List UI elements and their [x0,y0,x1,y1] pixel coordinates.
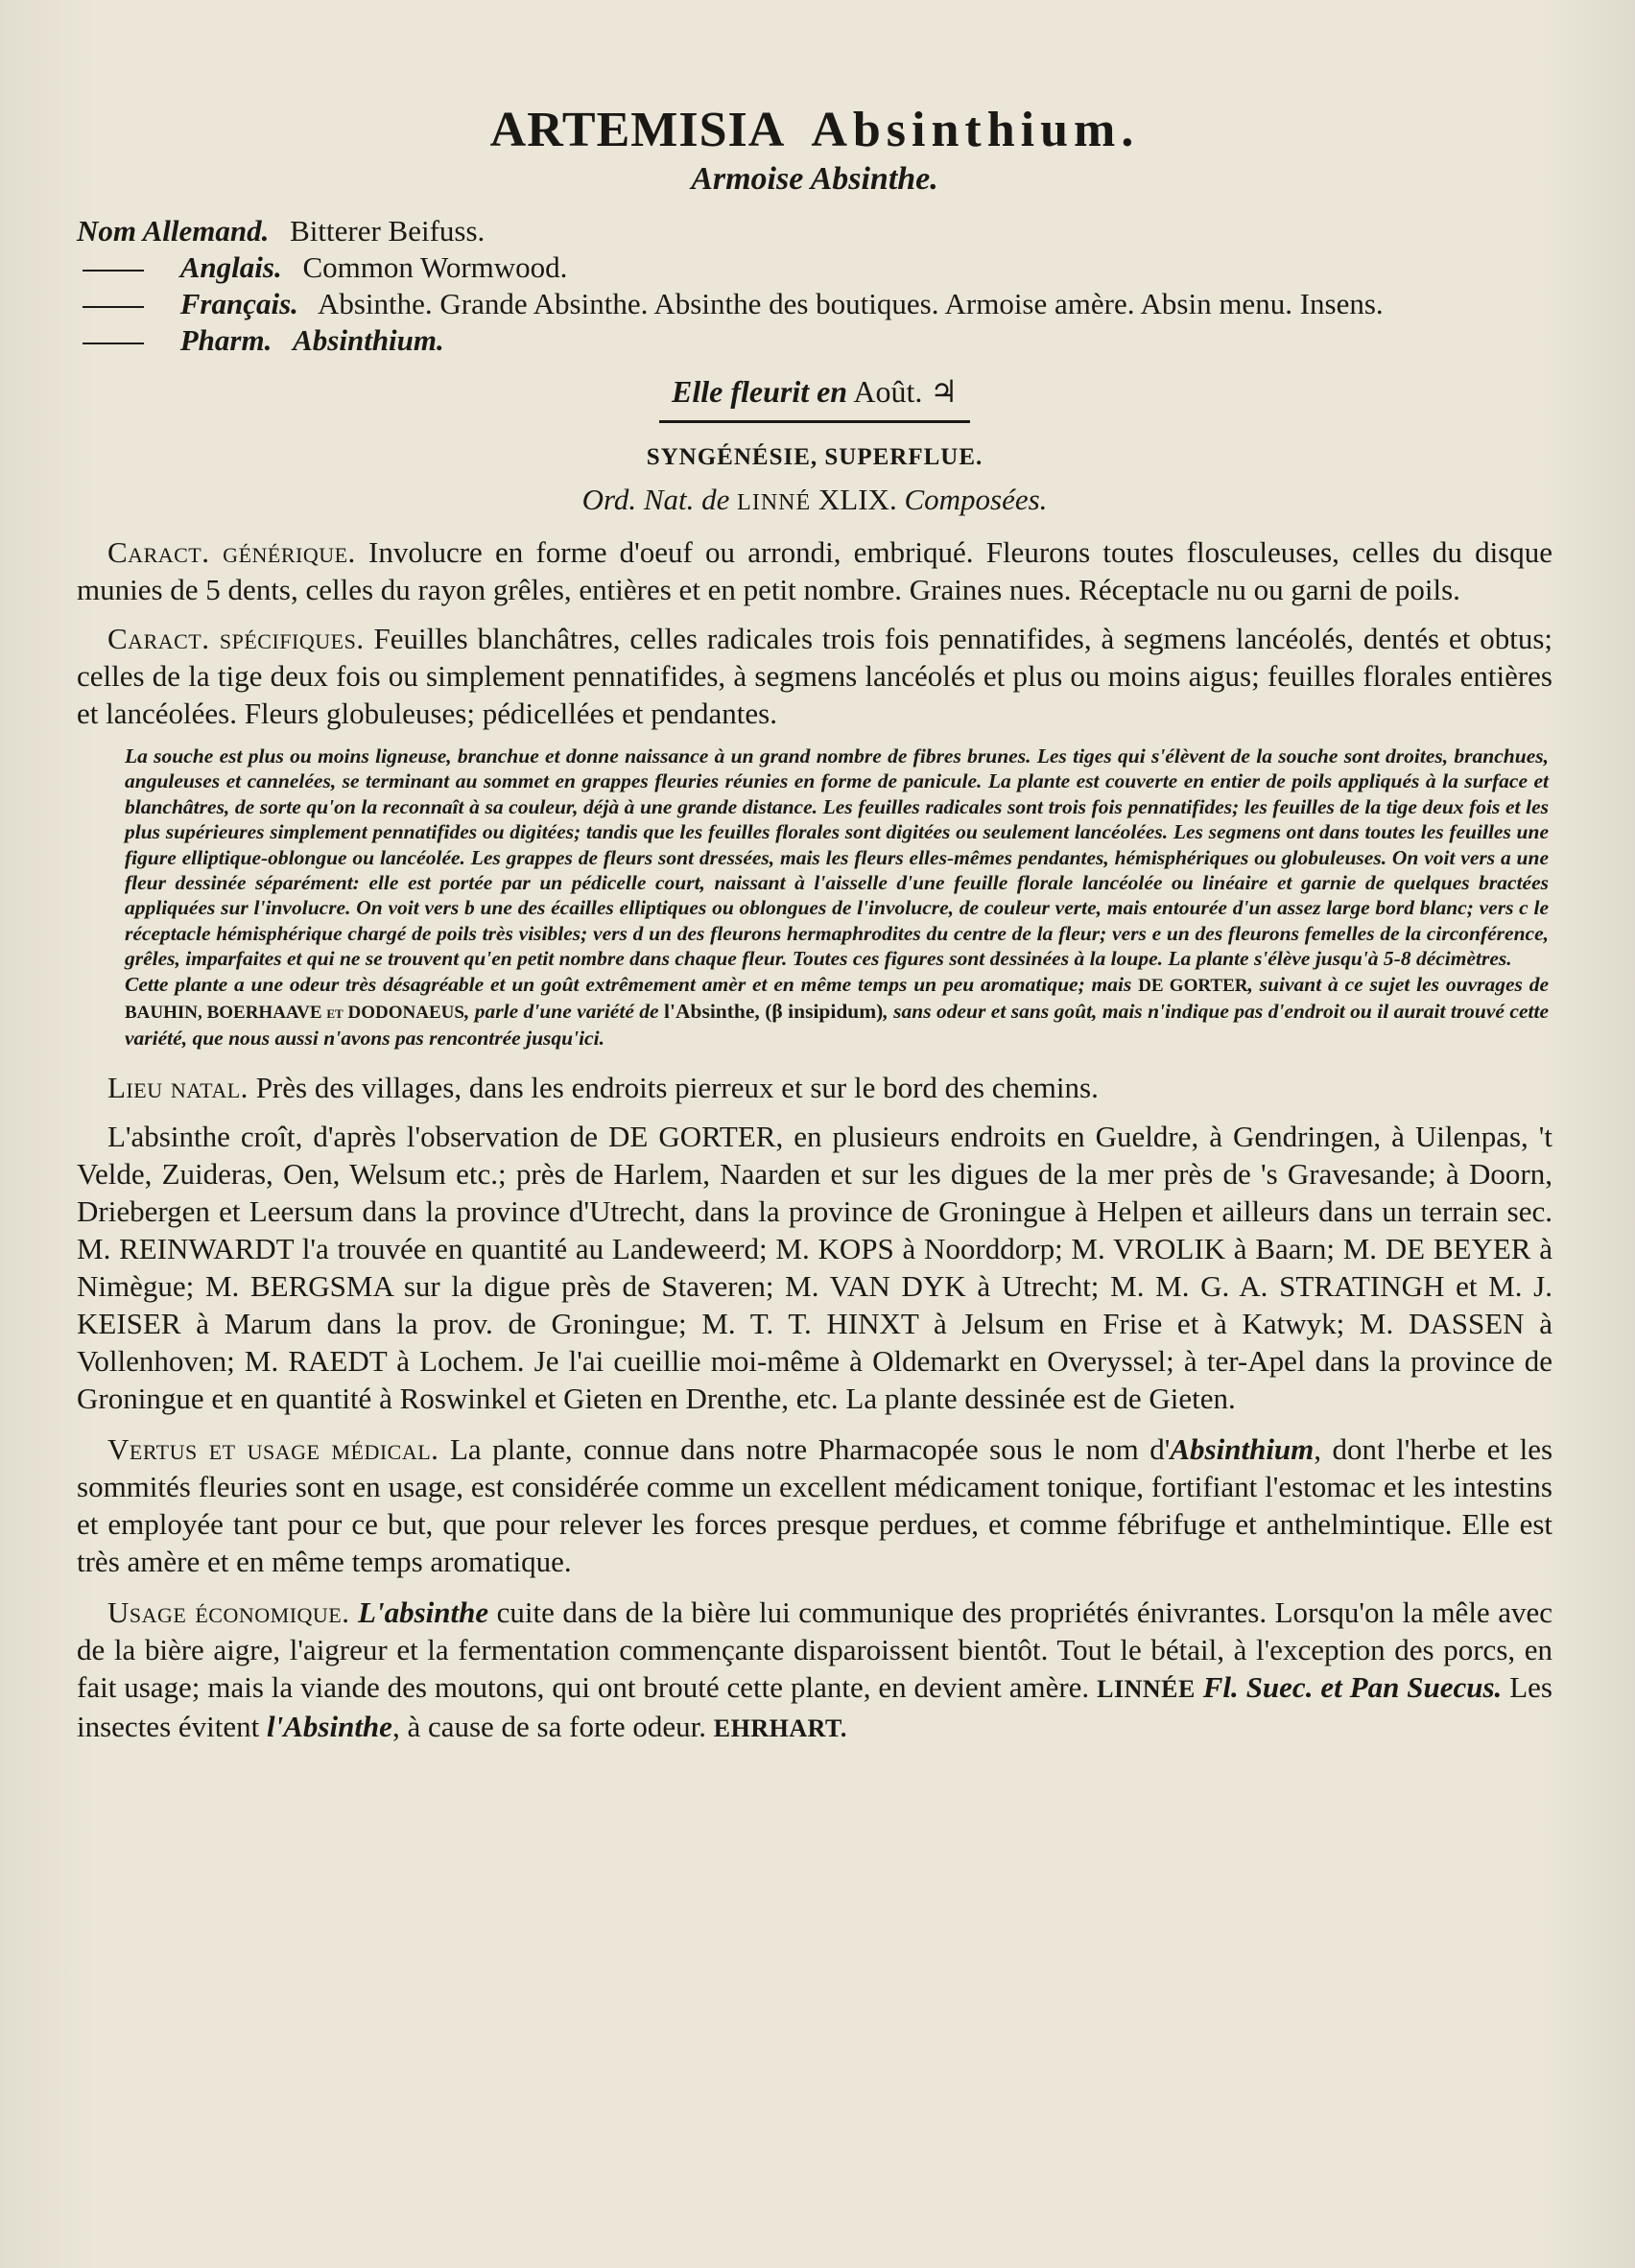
flowering-text: Elle fleurit en [671,374,848,409]
order-linne: LINNÉ [737,490,812,515]
generic-characters-heading: Caract. générique. [107,535,356,569]
plant-description [77,744,1552,1051]
name-pharm-label: Pharm. [179,323,272,357]
perennial-symbol-icon: ♃ [930,374,959,409]
habitat-text: Près des villages, dans les endroits pierreux et sur le bord des chemins. [255,1070,1099,1104]
natural-order [77,481,1552,522]
description-paragraph: La souche est plus ou moins ligneuse, branchue et donne naissance à un grand nombre de fibres brunes. Les tiges qui s'élèvent de la souche sont droites, branchues, anguleuses et cannelées, se terminant au sommet en grappes fleuries réunies en forme de panicule. La plante est couverte en entier de poils appliqués à la surface et blanchâtres, de sorte qu'on la reconnaît à sa couleur, déjà à une grande distance. Les feuilles radicales sont trois fois pennatifides; les feuilles de la tige deux fois et les plus supérieures simplement pennatifides ou digitées; tandis que les feuilles florales sont digitées ou seulement lancéolées. Les segmens ont dans toutes les feuilles une figure elliptique-oblongue ou lancéolée. Les grappes de fleurs sont dressées, mais les fleurs elles-mêmes pendantes, hémisphériques ou globuleuses. On voit vers a une fleur dessinée séparément: elle est portée par un pédicelle court, naissant à l'aisselle d'une feuille florale lancéolée ou linéaire et garnie de quelques bractées appliquées sur l'involucre. On voit vers b une des écailles elliptiques ou oblongues de l'involucre, de couleur verte, mais entourée d'un assez large bord blanc; vers c le réceptacle hémisphérique chargé de poils très visibles; vers d un des fleurons hermaphrodites du centre de la fleur; vers e un des fleurons femelles de la circonférence, grêles, imparfaites et qui ne se trouvent qu'en petit nombre dans chaque fleur. Toutes ces figures sont dessinées à la loupe. La plante s'élève jusqu'à 5-8 décimètres. [125,744,1549,971]
divider [659,420,970,423]
order-number: XLIX. [818,483,897,516]
title-genus: ARTEMISIA [489,103,786,157]
name-german [77,213,1552,249]
medical-use-heading: Vertus et usage médical. [107,1431,439,1466]
ditto-dash [83,343,144,344]
ditto-dash [83,270,144,272]
linnaean-class: SYNGÉNÉSIE, SUPERFLUE. [646,444,983,470]
medical-use [77,1430,1552,1580]
specific-characters-text: Feuilles blanchâtres, celles radicales trois fois pennatifides, à segmens lancéolés, dentés et obtus; celles de la tige deux fois ou simplement pennatifides, à segmens lancéolés et plus ou moins aigus; feuilles florales entières et lancéolées. Fleurs globuleuses; pédicellées et pendantes. [77,622,1552,730]
authors-list: BAUHIN, BOERHAAVE et DODONAEUS [125,1003,464,1024]
name-german-value: Bitterer Beifuss. [290,214,486,248]
variety-text-a: Cette plante a une odeur très désagréable et un goût extrêmement amèr et en même temps un peu aromatique; mais [125,972,1132,996]
author-linnee: LINNÉE [1097,1674,1196,1703]
economic-use [77,1594,1552,1747]
economic-use-text-a: cuite dans de la bière lui communique des propriétés énivrantes. Lorsqu'on la mêle avec de la bière aigre, l'aigreur et la fermentation commençante disparoissent bientôt. Tout le bétail, à l'exception des porcs, en fait usage; mais la viande des moutons, qui ont brouté cette plante, en devient amère. [77,1595,1552,1704]
name-english-label: Anglais. [179,250,282,284]
economic-use-heading: Usage économique. [107,1595,350,1629]
page-subtitle: Armoise Absinthe. [691,161,938,197]
author-gorter: DE GORTER [1138,975,1248,996]
economic-use-name-2: l'Absinthe [267,1709,392,1743]
variety-note [125,972,1549,1051]
flowering-line [77,372,1552,411]
medical-use-text-a: La plante, connue dans notre Pharmacopée sous le nom d' [449,1431,1171,1466]
economic-use-name: L'absinthe [358,1595,489,1629]
variety-text-c: , parle d'une variété de [463,1000,659,1024]
generic-characters-text: Involucre en forme d'oeuf ou arrondi, embriqué. Fleurons toutes flosculeuses, celles du disque munies de 5 dents, celles du rayon grêles, entières et en petit nombre. Graines nues. Réceptacle nu ou garni de poils. [77,535,1553,606]
specific-characters-heading: Caract. spécifiques. [107,622,365,655]
order-name: Composées. [904,483,1048,516]
medical-use-name: Absinthium [1170,1431,1315,1466]
page-title [77,102,1552,159]
specific-characters [77,620,1552,732]
name-english [77,249,1552,286]
ditto-dash [83,306,144,308]
economic-use-text-c: , à cause de sa forte odeur. [391,1709,707,1743]
name-german-label: Nom Allemand. [77,214,270,248]
name-french-value: Absinthe. Grande Absinthe. Absinthe des boutiques. Armoise amère. Absin menu. Insens. [317,287,1384,320]
name-pharm [77,322,1552,359]
habitat-heading: Lieu natal. [107,1070,249,1104]
name-english-value: Common Wormwood. [302,250,568,284]
name-french-label: Français. [179,287,298,320]
linnee-reference: Fl. Suec. et Pan Suecus. [1202,1669,1503,1704]
name-pharm-value: Absinthium. [293,323,444,357]
common-names [77,213,1552,359]
order-prefix: Ord. Nat. de [581,483,730,516]
medical-use-text-b: , dont l'herbe et les sommités fleuries sont en usage, est considérée comme un excellent médicament tonique, fortifiant l'estomac et les intestins et employée tant pour ce but, que pour relever les forces presque perdues, et comme fébrifuge et anthelmintique. Elle est très amère et en même temps aromatique. [77,1431,1553,1578]
variety-name: l'Absinthe, (β insipidum) [664,1000,884,1024]
flowering-month: Août. [853,374,923,409]
habitat [77,1069,1552,1106]
variety-text-b: , suivant à ce sujet les ouvrages de [1247,972,1550,996]
variety-text-d: , sans odeur et sans goût, mais n'indique pas d'endroit ou il aurait trouvé cette variété, que nous aussi n'avons pas rencontrée jusqu'ici. [125,1000,1549,1051]
habitat-localities: L'absinthe croît, d'après l'observation de DE GORTER, en plusieurs endroits en Gueldre, à Gendringen, à Uilenpas, 't Velde, Zuideras, Oen, Welsum etc.; près de Harlem, Naarden et sur les digues de la mer près de 's Gravesande; à Doorn, Driebergen et Leersum dans la province d'Utrecht, dans la province de Groningue à Helpen et ailleurs dans un terrain sec. M. REINWARDT l'a trouvée en quantité au Landeweerd; M. KOPS à Noorddorp; M. VROLIK à Baarn; M. DE BEYER à Nimègue; M. BERGSMA sur la digue près de Staveren; M. VAN DYK à Utrecht; M. M. G. A. STRATINGH et M. J. KEISER à Marum dans la prov. de Groningue; M. T. T. HINXT à Jelsum en Frise et à Katwyk; M. DASSEN à Vollenhoven; M. RAEDT à Lochem. Je l'ai cueillie moi-même à Oldemarkt en Overyssel; à ter-Apel dans la province de Groningue et en quantité à Roswinkel et Gieten en Drenthe, etc. La plante dessinée est de Gieten. [77,1119,1552,1415]
author-ehrhart: EHRHART. [713,1713,847,1742]
title-species: Absinthium. [811,103,1140,157]
generic-characters [77,533,1552,608]
economic-use-text-b: Les insectes évitent [77,1669,1552,1743]
name-french [77,286,1552,322]
